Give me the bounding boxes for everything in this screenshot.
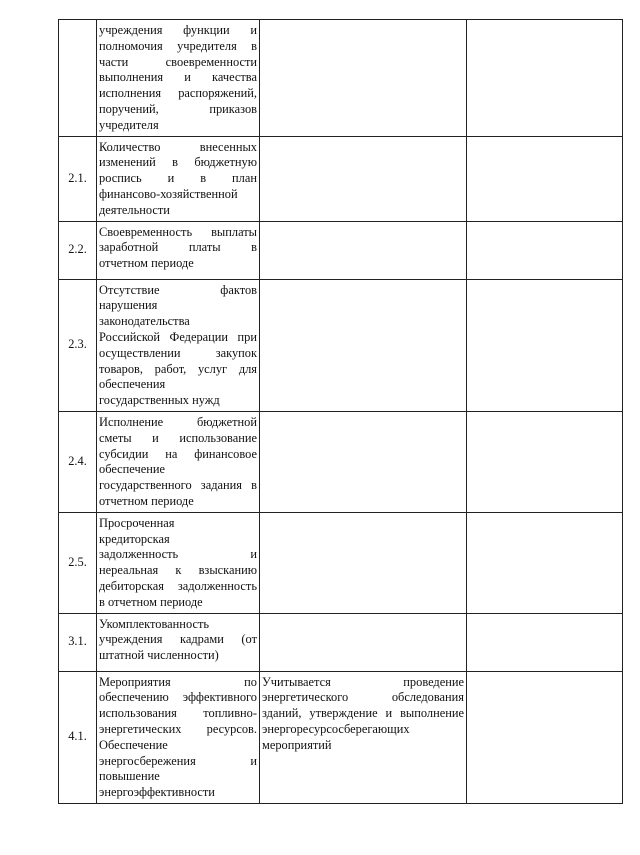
item-number: 2.5. <box>59 512 97 613</box>
criterion-text-line: полномочия учредителя в <box>99 38 257 53</box>
criterion-description <box>97 512 260 613</box>
criterion-text-line: энергетических ресурсов. <box>99 721 257 736</box>
criterion-text-line: штатной численности) <box>99 648 219 663</box>
table-row <box>59 136 623 221</box>
table-row <box>59 279 623 411</box>
criterion-text-line: поручений, приказов <box>99 101 257 116</box>
criterion-description <box>97 671 260 803</box>
table-row <box>59 20 623 137</box>
criterion-description <box>97 20 260 137</box>
criterion-note <box>260 221 467 279</box>
criterion-text-line: Российской Федерации при <box>99 329 257 344</box>
criterion-text-line: Обеспечение <box>99 737 168 752</box>
table-row <box>59 512 623 613</box>
criterion-text-line: дебиторская задолженность <box>99 578 257 593</box>
criterion-text-line: в отчетном периоде <box>99 594 203 609</box>
item-number: 4.1. <box>59 671 97 803</box>
item-number: 2.1. <box>59 136 97 221</box>
value-cell <box>467 279 623 411</box>
criterion-text-line: части своевременности <box>99 54 257 69</box>
criterion-text-line: роспись и в план <box>99 171 257 186</box>
value-cell <box>467 411 623 512</box>
value-cell <box>467 671 623 803</box>
table-row <box>59 671 623 803</box>
value-cell <box>467 20 623 137</box>
criterion-text-line: задолженность и <box>99 547 257 562</box>
note-text-line: энергоресурсосберегающих <box>262 721 410 736</box>
criterion-text-line: учреждения функции и <box>99 23 257 37</box>
table-row <box>59 411 623 512</box>
criterion-description <box>97 613 260 671</box>
criterion-description <box>97 279 260 411</box>
criterion-text-line: учредителя <box>99 117 159 132</box>
note-text-line: энергетического обследования <box>262 690 464 705</box>
criterion-description <box>97 221 260 279</box>
criterion-text-line: энергосбережения и <box>99 753 257 768</box>
criterion-text-line: Своевременность выплаты <box>99 224 257 239</box>
criterion-text-line: обеспечения <box>99 377 166 392</box>
criterion-text-line: Количество внесенных <box>99 139 257 154</box>
criterion-description <box>97 411 260 512</box>
criterion-text-line: государственного задания в <box>99 478 257 493</box>
value-cell <box>467 136 623 221</box>
criterion-note <box>260 20 467 137</box>
table-row <box>59 221 623 279</box>
criterion-text-line: Мероприятия по <box>99 674 257 689</box>
criterion-description <box>97 136 260 221</box>
criterion-text-line: изменений в бюджетную <box>99 155 257 170</box>
criterion-text-line: законодательства <box>99 314 190 329</box>
item-number: 3.1. <box>59 613 97 671</box>
criterion-text-line: нарушения <box>99 298 158 313</box>
criterion-note <box>260 613 467 671</box>
note-text-line: Учитывается проведение <box>262 674 464 689</box>
criterion-text-line: Укомплектованность <box>99 616 210 631</box>
criterion-note <box>260 671 467 803</box>
criterion-text-line: осуществлении закупок <box>99 345 257 360</box>
value-cell <box>467 221 623 279</box>
criterion-text-line: кредиторская <box>99 531 170 546</box>
criterion-text-line: повышение <box>99 769 160 784</box>
note-text-line: мероприятий <box>262 737 332 752</box>
note-text-line: зданий, утверждение и выполнение <box>262 706 464 721</box>
criterion-text-line: сметы и использование <box>99 430 257 445</box>
criterion-text-line: Исполнение бюджетной <box>99 414 257 429</box>
item-number <box>59 20 97 137</box>
criterion-text-line: заработной платы в <box>99 240 257 255</box>
criterion-text-line: деятельности <box>99 202 170 217</box>
criterion-text-line: Отсутствие фактов <box>99 282 257 297</box>
criterion-text-line: государственных нужд <box>99 393 220 408</box>
criterion-text-line: выполнения и качества <box>99 70 257 85</box>
criterion-text-line: исполнения распоряжений, <box>99 86 257 101</box>
criteria-table-body <box>59 20 623 804</box>
criteria-table <box>58 19 623 804</box>
criterion-text-line: товаров, работ, услуг для <box>99 361 257 376</box>
item-number: 2.4. <box>59 411 97 512</box>
item-number: 2.2. <box>59 221 97 279</box>
criterion-text-line: обеспечению эффективного <box>99 690 257 705</box>
criterion-text-line: нереальная к взысканию <box>99 563 257 578</box>
criterion-text-line: энергоэффективности <box>99 785 215 800</box>
criterion-text-line: использования топливно- <box>99 706 257 721</box>
criterion-note <box>260 136 467 221</box>
criterion-text-line: отчетном периоде <box>99 493 194 508</box>
table-row <box>59 613 623 671</box>
item-number: 2.3. <box>59 279 97 411</box>
criterion-text-line: обеспечение <box>99 462 165 477</box>
criterion-text-line: Просроченная <box>99 515 175 530</box>
criterion-text-line: учреждения кадрами (от <box>99 632 257 647</box>
criterion-note <box>260 411 467 512</box>
criterion-note <box>260 512 467 613</box>
value-cell <box>467 512 623 613</box>
criterion-text-line: субсидии на финансовое <box>99 446 257 461</box>
criterion-text-line: финансово-хозяйственной <box>99 186 238 201</box>
value-cell <box>467 613 623 671</box>
criterion-text-line: отчетном периоде <box>99 256 194 271</box>
criterion-note <box>260 279 467 411</box>
